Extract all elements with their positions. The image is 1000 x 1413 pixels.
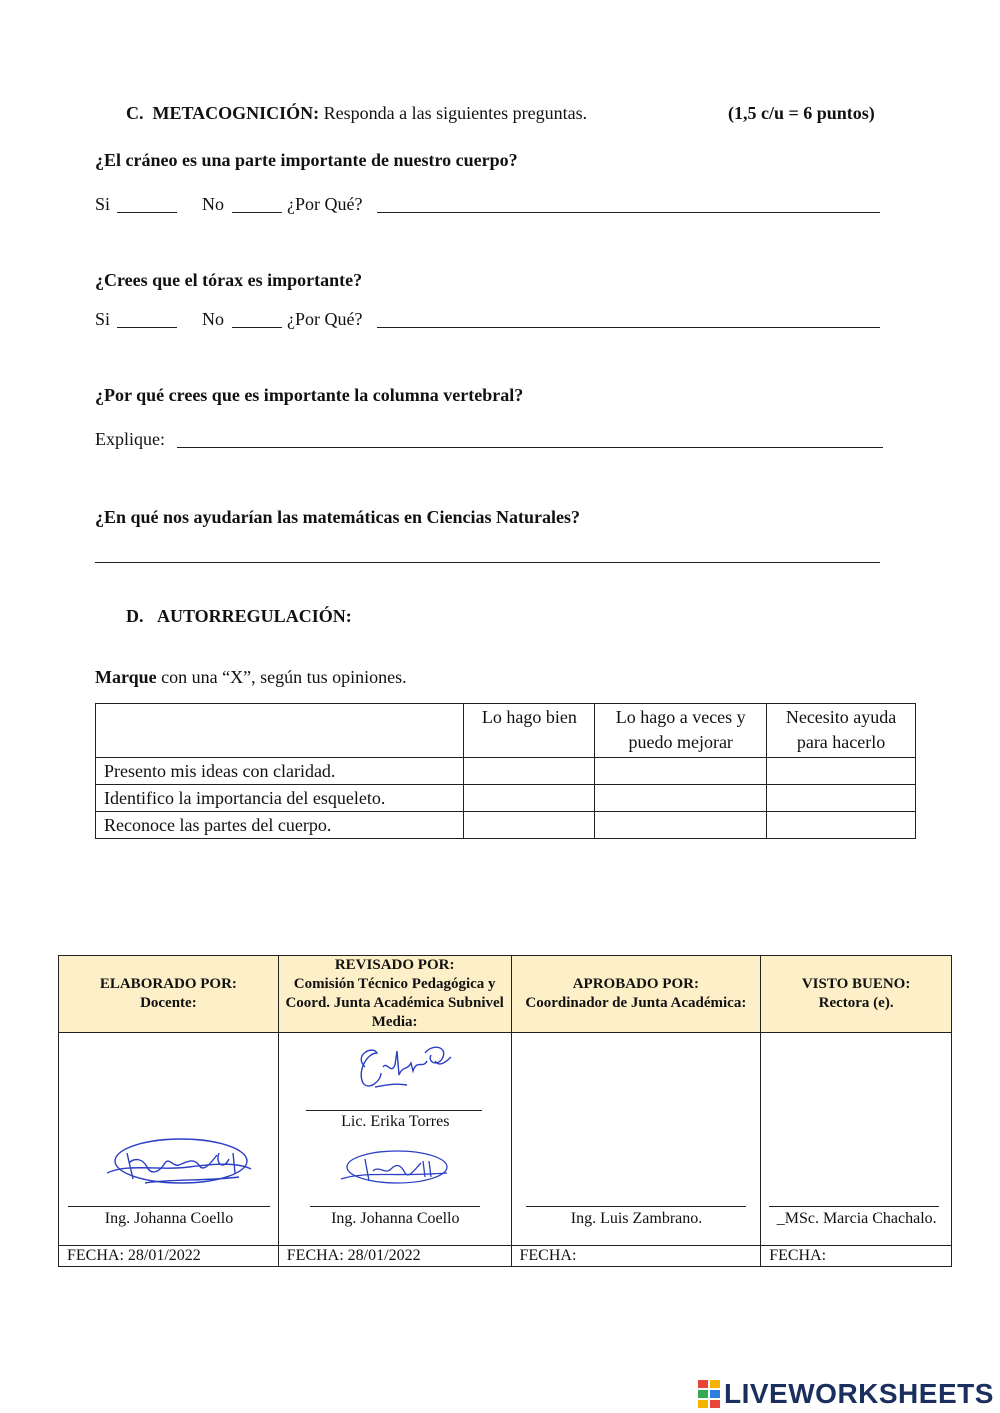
section-c-points: (1,5 c/u = 6 puntos) <box>728 103 875 123</box>
section-c-letter: C. <box>126 103 144 123</box>
header-visto-bueno <box>761 956 952 1033</box>
question-3: ¿Por qué crees que es importante la columna vertebral? <box>95 385 524 405</box>
explain-label: Explique: <box>95 429 165 449</box>
answer-row-1 <box>95 193 110 215</box>
check-cell[interactable] <box>464 785 595 812</box>
header-elaborado <box>59 956 279 1033</box>
section-d-title: AUTORREGULACIÓN: <box>157 606 352 626</box>
logo-mark-icon <box>698 1380 720 1408</box>
table-row <box>96 812 916 839</box>
si-blank-1[interactable] <box>117 212 177 213</box>
question-4: ¿En qué nos ayudarían las matemáticas en Ciencias Naturales? <box>95 507 581 527</box>
handwritten-signature <box>335 1145 455 1193</box>
instruction-bold: Marque <box>95 667 157 687</box>
signature-line <box>68 1206 270 1207</box>
signature-row <box>59 1033 952 1246</box>
why-blank-1[interactable] <box>377 212 880 213</box>
role: REVISADO POR: <box>334 957 455 973</box>
no-blank-2[interactable] <box>232 327 282 328</box>
no-label-2: No <box>202 309 224 329</box>
check-cell[interactable] <box>595 758 767 785</box>
signature-line <box>310 1206 480 1207</box>
extra-signer-name: Lic. Erika Torres <box>341 1113 450 1130</box>
explain-blank[interactable] <box>177 447 883 448</box>
check-cell[interactable] <box>767 758 916 785</box>
question-1: ¿El cráneo es una parte importante de nuestro cuerpo? <box>95 150 518 170</box>
why-label-1: ¿Por Qué? <box>287 194 363 214</box>
row-label: Identifico la importancia del esqueleto. <box>96 785 464 812</box>
section-c-title: METACOGNICIÓN: <box>152 103 320 123</box>
si-label-2: Si <box>95 309 111 329</box>
signature-cell-3 <box>511 1033 761 1246</box>
answer-blank-4[interactable] <box>95 562 880 563</box>
signature-line <box>526 1206 746 1207</box>
signer-name: Ing. Luis Zambrano. <box>570 1210 703 1227</box>
check-cell[interactable] <box>464 758 595 785</box>
section-d-heading <box>126 605 352 627</box>
check-cell[interactable] <box>595 785 767 812</box>
handwritten-signature <box>347 1041 457 1097</box>
role: ELABORADO POR: <box>99 976 237 992</box>
signature-cell-4 <box>761 1033 952 1246</box>
role: VISTO BUENO: <box>801 976 911 992</box>
role: APROBADO POR: <box>572 976 699 992</box>
date-cell: FECHA: <box>511 1246 761 1267</box>
self-assessment-table <box>95 703 916 839</box>
date-cell: FECHA: <box>761 1246 952 1267</box>
check-cell[interactable] <box>464 812 595 839</box>
handwritten-signature <box>99 1133 259 1195</box>
header-revisado <box>278 956 511 1033</box>
table-row <box>96 785 916 812</box>
date-cell: FECHA: 28/01/2022 <box>278 1246 511 1267</box>
signature-line <box>769 1206 939 1207</box>
signature-line <box>306 1110 482 1111</box>
row-label: Reconoce las partes del cuerpo. <box>96 812 464 839</box>
header-empty <box>96 704 464 758</box>
date-row <box>59 1246 952 1267</box>
header-a-veces: Lo hago a veces y puedo mejorar <box>595 704 767 758</box>
why-label-2: ¿Por Qué? <box>287 309 363 329</box>
no-label-1: No <box>202 194 224 214</box>
table-header-row <box>96 704 916 758</box>
question-2: ¿Crees que el tórax es importante? <box>95 270 363 290</box>
check-cell[interactable] <box>595 812 767 839</box>
header-necesito-ayuda: Necesito ayuda para hacerlo <box>767 704 916 758</box>
date-cell: FECHA: 28/01/2022 <box>59 1246 279 1267</box>
role-detail: Docente: <box>140 995 197 1011</box>
signature-cell-1 <box>59 1033 279 1246</box>
check-cell[interactable] <box>767 812 916 839</box>
row-label: Presento mis ideas con claridad. <box>96 758 464 785</box>
logo-text: LIVEWORKSHEETS <box>724 1378 994 1409</box>
instruction-rest: con una “X”, según tus opiniones. <box>161 667 407 687</box>
si-blank-2[interactable] <box>117 327 177 328</box>
section-c-heading <box>126 102 587 124</box>
section-c-instruction: Responda a las siguientes preguntas. <box>323 103 588 123</box>
role-detail: Rectora (e). <box>818 995 894 1011</box>
signature-cell-2 <box>278 1033 511 1246</box>
signer-name: _MSc. Marcia Chachalo. <box>776 1210 937 1227</box>
si-label: Si <box>95 194 111 214</box>
no-blank-1[interactable] <box>232 212 282 213</box>
approval-header-row <box>59 956 952 1033</box>
table-row <box>96 758 916 785</box>
section-d-letter: D. <box>126 606 144 626</box>
header-aprobado <box>511 956 761 1033</box>
liveworksheets-logo <box>698 1378 994 1410</box>
check-cell[interactable] <box>767 785 916 812</box>
section-d-instruction <box>95 666 407 688</box>
role-detail: Comisión Técnico Pedagógica y Coord. Junta Académica Subnivel Media: <box>285 976 504 1030</box>
why-blank-2[interactable] <box>377 327 880 328</box>
header-lo-hago-bien: Lo hago bien <box>464 704 595 758</box>
role-detail: Coordinador de Junta Académica: <box>525 995 747 1011</box>
signer-name: Ing. Johanna Coello <box>104 1210 234 1227</box>
approval-table <box>58 955 952 1267</box>
signer-name: Ing. Johanna Coello <box>331 1210 460 1227</box>
